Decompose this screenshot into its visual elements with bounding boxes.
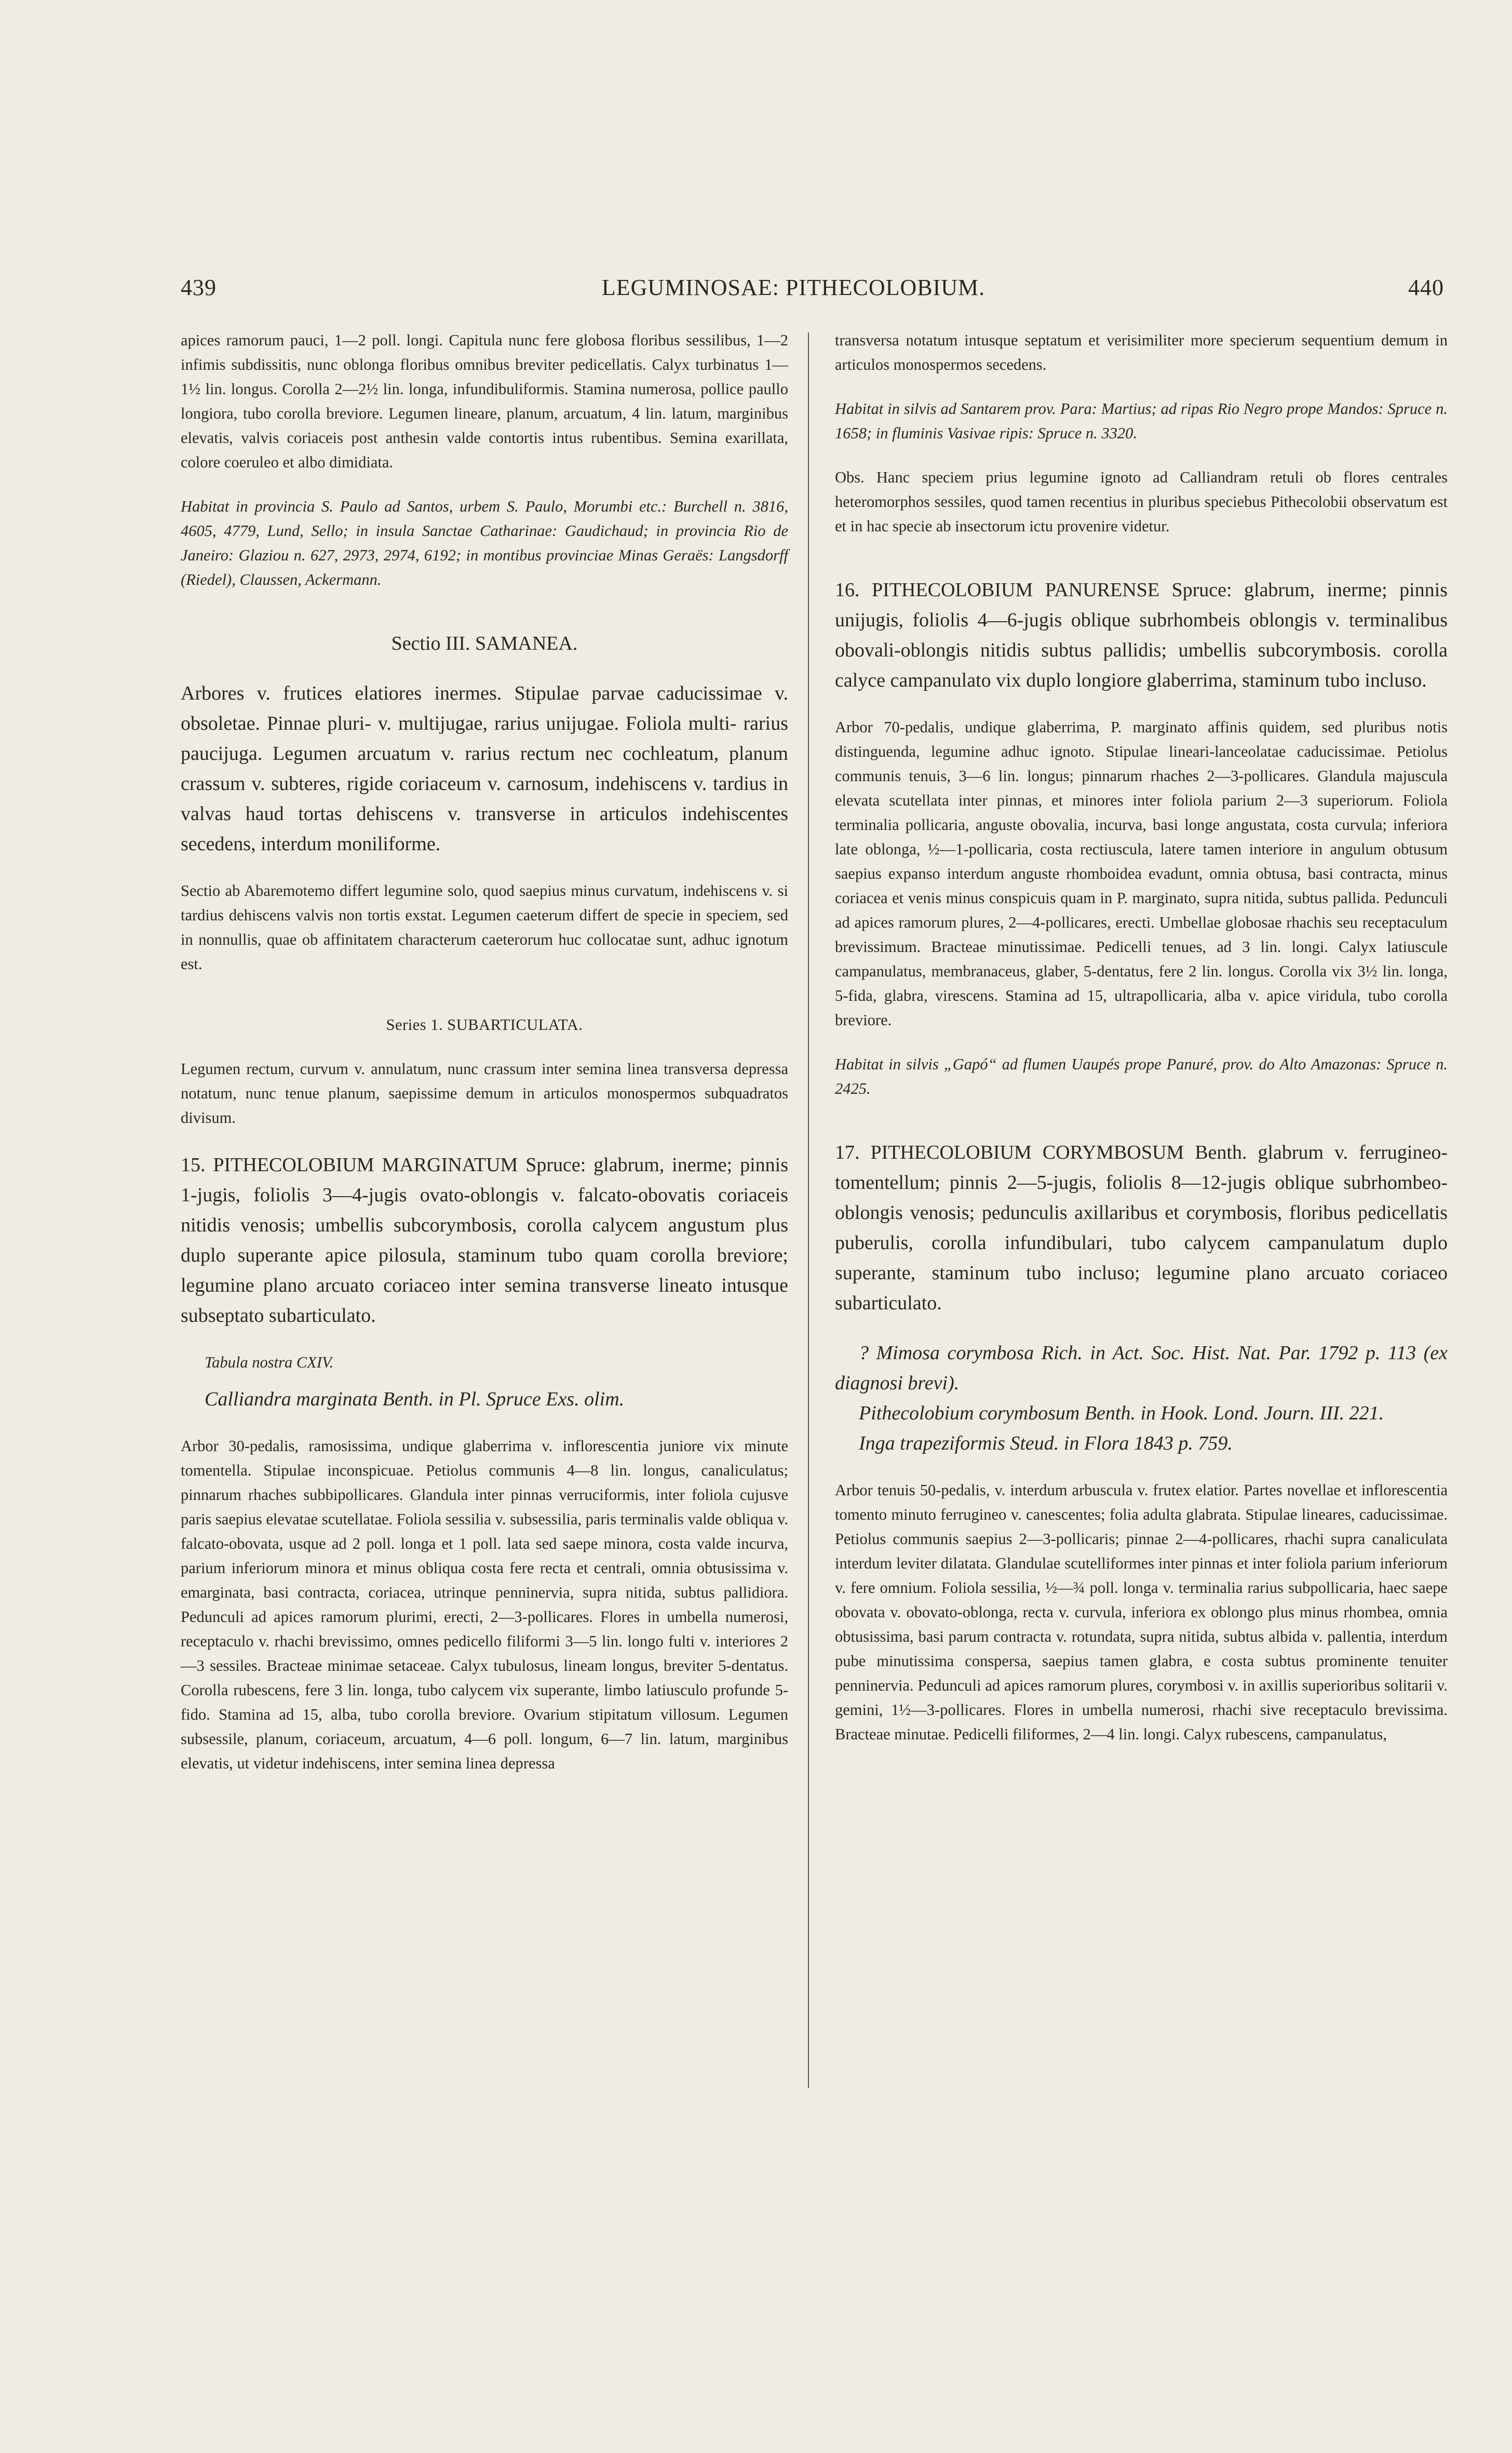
species-17-description: Arbor tenuis 50-pedalis, v. interdum arbuscula v. frutex elatior. Partes novellae et inflorescentia tomento minuto ferrugineo v. canescentes; folia adulta glabrata. Stipulae lineares, caducissimae. Petiolus communis saepius 2—3-pollicaris; pinnae 2—4-pollicares, rhachi supra canaliculata interdum leviter dilatata. Glandulae scutelliformes inter pinnas et inter foliola parium inferiorum v. fere omnium. Foliola sessilia, ½—¾ poll. longa v. terminalia rarius subpollicaria, haec saepe obovata v. obovato-oblonga, recta v. curvula, inferiora ex oblongo plus minus rhombea, omnia obtusissima, basi parum contracta v. rotundata, supra nitida, subtus albida v. pallentia, interdum pube minutissima conspersa, saepius tamen glabra, e costa subtus prominente tenuiter penninervia. Pedunculi ad apices ramorum plures, corymbosi v. in axillis superioribus solitarii v. gemini, 1½—3-pollicares. Flores in umbella numerosi, rhachi sive receptaculo brevissima. Bracteae minutae. Pedicelli filiformes, 2—4 lin. longi. Calyx rubescens, campanulatus, xyxy=(835,1481,1448,1743)
species-15-observation: Obs. Hanc speciem prius legumine ignoto ad Calliandram retuli ob flores centrales heteromorphos sessiles, quod tamen recentius in pluribus speciebus Pithecolobii observatum est et in hac specie ab insectorum ictu provenire videtur. xyxy=(835,468,1448,535)
species-17-diagnosis: 17. PITHECOLOBIUM CORYMBOSUM Benth. glabrum v. ferrugineo-tomentellum; pinnis 2—5-jugis, foliolis 8—12-jugis oblique subrhombeo-oblongis venosis; pedunculis axillaribus et corymbosis, floribus pedicellatis puberulis, corolla infundibulari, tubo calycem campanulatum duplo superante, staminum tubo incluso; legumine plano arcuato coriaceo subarticulato. xyxy=(835,1142,1448,1314)
paragraph-description-continued: apices ramorum pauci, 1—2 poll. longi. Capitula nunc fere globosa floribus sessilibus, 1—2 infimis subdissitis, nunc oblonga floribus omnibus breviter pedicellatis. Calyx turbinatus 1—1½ lin. longus. Corolla 2—2½ lin. longa, infundibuliformis. Stamina numerosa, pollice paullo longiora, tubo corolla breviore. Legumen lineare, planum, arcuatum, 4 lin. latum, marginibus elevatis, valvis coriaceis post anthesin valde contortis intus rubentibus. Semina exarillata, colore coeruleo et albo dimidiata. xyxy=(181,331,788,471)
plate-reference: Tabula nostra CXIV. xyxy=(205,1353,334,1371)
series-description: Legumen rectum, curvum v. annulatum, nunc crassum inter semina linea transversa depressa notatum, nunc tenue planum, saepissime demum in articulos monospermos subquadratos divisum. xyxy=(181,1060,788,1127)
species-15-diagnosis: 15. PITHECOLOBIUM MARGINATUM Spruce: glabrum, inerme; pinnis 1-jugis, foliolis 3—4-jugis ovato-oblongis v. falcato-obovatis coriaceis nitidis venosis; umbellis subcorymbosis, corolla calycem angustum plus duplo superante apice pilosula, staminum tubo quam corolla breviore; legumine plano arcuato coriaceo inter semina transverse lineato intusque subseptato subarticulato. xyxy=(181,1154,788,1326)
habitat-paragraph: Habitat in provincia S. Paulo ad Santos, urbem S. Paulo, Morumbi etc.: Burchell n. 3816, 4605, 4779, Lund, Sello; in insula Sanctae Catharinae: Gaudichaud; in provincia Rio de Janeiro: Glaziou n. 627, 2973, 2974, 6192; in montibus provinciae Minas Geraës: Langsdorff (Riedel), Claussen, Ackermann. xyxy=(181,498,788,588)
species-16-diagnosis: 16. PITHECOLOBIUM PANURENSE Spruce: glabrum, inerme; pinnis unijugis, foliolis 4—6-jugis oblique subrhombeis oblongis v. terminalibus obovali-oblongis nitidis subtus pallidis; umbellis subcorymbosis. corolla calyce campanulato vix duplo longiore glaberrima, staminum tubo incluso. xyxy=(835,579,1448,691)
species-15-description: Arbor 30-pedalis, ramosissima, undique glaberrima v. inflorescentia juniore vix minute tomentella. Stipulae inconspicuae. Petiolus communis 4—8 lin. longus, canaliculatus; pinnarum rhaches subbipollicares. Glandula inter pinnas verruciformis, inter foliola cujusve paris saepius elevatae scutellatae. Foliola sessilia v. subsessilia, paris terminalis valde obliqua v. falcato-obovata, usque ad 2 poll. longa et 1 poll. lata sed saepe minora, costa valde incurva, parium inferiorum minora et minus obliqua costa fere recta et centrali, omnia obtusissima v. emarginata, basi contracta, coriacea, utrinque penninervia, supra nitida, subtus pallidiora. Pedunculi ad apices ramorum plurimi, erecti, 2—3-pollicares. Flores in umbella numerosi, receptaculo v. rhachi brevissimo, omnes pedicello filiformi 3—5 lin. longo fulti v. interiores 2—3 sessiles. Bracteae minimae setaceae. Calyx tubulosus, lineam longus, breviter 5-dentatus. Corolla rubescens, fere 3 lin. longa, tubo calycem vix superante, limbo latiusculo profunde 5-fido. Stamina ad 15, alba, tubo corolla breviore. Ovarium stipitatum villosum. Legumen subsessile, planum, coriaceum, arcuatum, 4—6 poll. longum, 6—7 lin. latum, marginibus elevatis, ut videtur indehiscens, inter semina linea depressa xyxy=(181,1437,788,1772)
column-divider xyxy=(808,332,809,2088)
species-15-description-continued: transversa notatum intusque septatum et verisimiliter more specierum sequentium demum in articulos monospermos secedens. xyxy=(835,331,1448,373)
species-17-synonym-3: Inga trapeziformis Steud. in Flora 1843 p. 759. xyxy=(859,1432,1233,1454)
section-heading: Sectio III. SAMANEA. xyxy=(391,633,578,654)
species-15-habitat: Habitat in silvis ad Santarem prov. Para: Martius; ad ripas Rio Negro prope Mandos: Spruce n. 1658; in fluminis Vasivae ripis: Spruce n. 3320. xyxy=(835,400,1448,442)
left-page-number: 439 xyxy=(181,275,217,300)
species-17-synonym-1: ? Mimosa corymbosa Rich. in Act. Soc. Hist. Nat. Par. 1792 p. 113 (ex diagnosi brevi). xyxy=(835,1342,1448,1394)
right-column xyxy=(835,328,1448,1747)
series-heading: Series 1. SUBARTICULATA. xyxy=(386,1016,583,1034)
section-description: Arbores v. frutices elatiores inermes. Stipulae parvae caducissimae v. obsoletae. Pinnae pluri- v. multijugae, rarius unijugae. Foliola multi- rarius paucijuga. Legumen arcuatum v. rarius rectum nec cochleatum, planum crassum v. subteres, rigide coriaceum v. carnosum, indehiscens v. tardius in valvas haud tortas dehiscens v. transverse in articulos indehiscentes secedens, interdum moniliforme. xyxy=(181,682,788,855)
synonym-reference: Calliandra marginata Benth. in Pl. Spruce Exs. olim. xyxy=(205,1388,625,1410)
left-column xyxy=(181,328,788,1776)
species-16-description: Arbor 70-pedalis, undique glaberrima, P. marginato affinis quidem, sed pluribus notis distinguenda, legumine adhuc ignoto. Stipulae lineari-lanceolatae caducissimae. Petiolus communis tenuis, 3—6 lin. longus; pinnarum rhaches 2—3-pollicares. Glandula majuscula elevata scutellata inter pinnas, et minores inter foliola parium 2—3 superiorum. Foliola terminalia pollicaria, anguste obovalia, incurva, basi longe angustata, costa curvula; inferiora late oblonga, ½—1-pollicaria, costa rectiuscula, latere tamen interiore in angulum obtusum saepius expanso interdum anguste rhomboidea evadunt, omnia obtusa, basi contracta, minus coriacea et venis minus conspicuis quam in P. marginato, supra nitida, subtus pallida. Pedunculi ad apices ramorum plures, 2—4-pollicares, erecti. Umbellae globosae rhachis seu receptaculum brevissimum. Bracteae minutissimae. Pedicelli tenues, ad 3 lin. longi. Calyx latiuscule campanulatus, membranaceus, glaber, 5-dentatus, fere 2 lin. longus. Corolla vix 3½ lin. longa, 5-fida, glabra, virescens. Stamina ad 15, ultrapollicaria, alba v. apice viridula, tubo corolla breviore. xyxy=(835,718,1448,1029)
species-16-habitat: Habitat in silvis „Gapó“ ad flumen Uaupés prope Panuré, prov. do Alto Amazonas: Spruce n. 2425. xyxy=(835,1055,1448,1097)
right-page-number: 440 xyxy=(1408,275,1444,300)
section-note: Sectio ab Abaremotemo differt legumine solo, quod saepius minus curvatum, indehiscens v. si tardius dehiscens valvis non tortis exstat. Legumen caeterum differt de specie in speciem, sed in nonnullis, quae ob affinitatem characterum caeterorum huc collocatae sunt, adhuc ignotum est. xyxy=(181,882,788,973)
species-17-synonym-2: Pithecolobium corymbosum Benth. in Hook. Lond. Journ. III. 221. xyxy=(859,1402,1384,1424)
running-title: LEGUMINOSAE: PITHECOLOBIUM. xyxy=(601,275,986,300)
